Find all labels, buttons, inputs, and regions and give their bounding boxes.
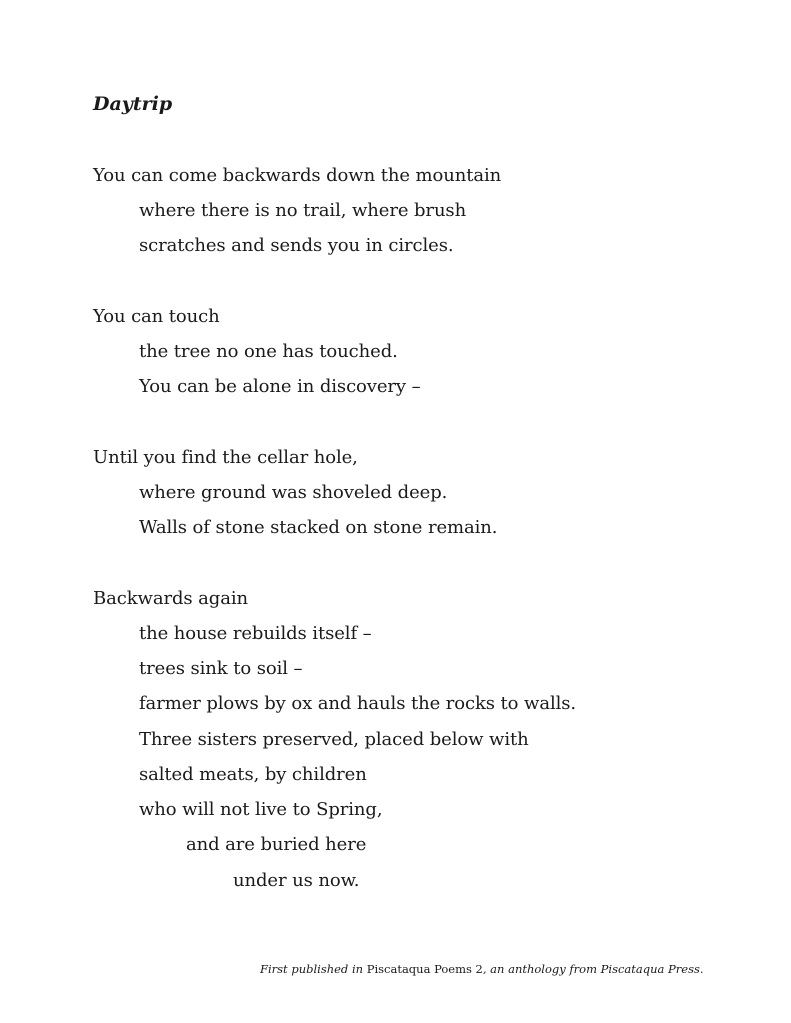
poem-line: You can touch (93, 306, 220, 327)
poem-line: Until you find the cellar hole, (93, 447, 358, 468)
poem-line: and are buried here (186, 834, 367, 855)
publication-note-prefix: First published in (260, 962, 367, 976)
poem-line: farmer plows by ox and hauls the rocks to walls. (139, 693, 577, 714)
poem-line: salted meats, by children (139, 764, 367, 785)
poem-title: Daytrip (93, 93, 173, 115)
poem-line: under us now. (233, 870, 360, 891)
poem-line: where there is no trail, where brush (139, 200, 467, 221)
publication-name: Piscataqua Poems 2 (366, 962, 483, 976)
poem-line: Walls of stone stacked on stone remain. (139, 517, 498, 538)
publication-note-suffix: , an anthology from Piscataqua Press. (482, 962, 704, 976)
poem-line: trees sink to soil – (139, 658, 303, 679)
publication-note (260, 961, 704, 977)
poem-line: the house rebuilds itself – (139, 623, 372, 644)
poem-line: You can come backwards down the mountain (93, 165, 502, 186)
poem-line: who will not live to Spring, (139, 799, 383, 820)
poem-line: the tree no one has touched. (139, 341, 398, 362)
poem-line: where ground was shoveled deep. (139, 482, 448, 503)
poem-line: Three sisters preserved, placed below with (139, 729, 529, 750)
poem-line: Backwards again (93, 588, 249, 609)
poem-line: scratches and sends you in circles. (139, 235, 454, 256)
poem-line: You can be alone in discovery – (139, 376, 421, 397)
